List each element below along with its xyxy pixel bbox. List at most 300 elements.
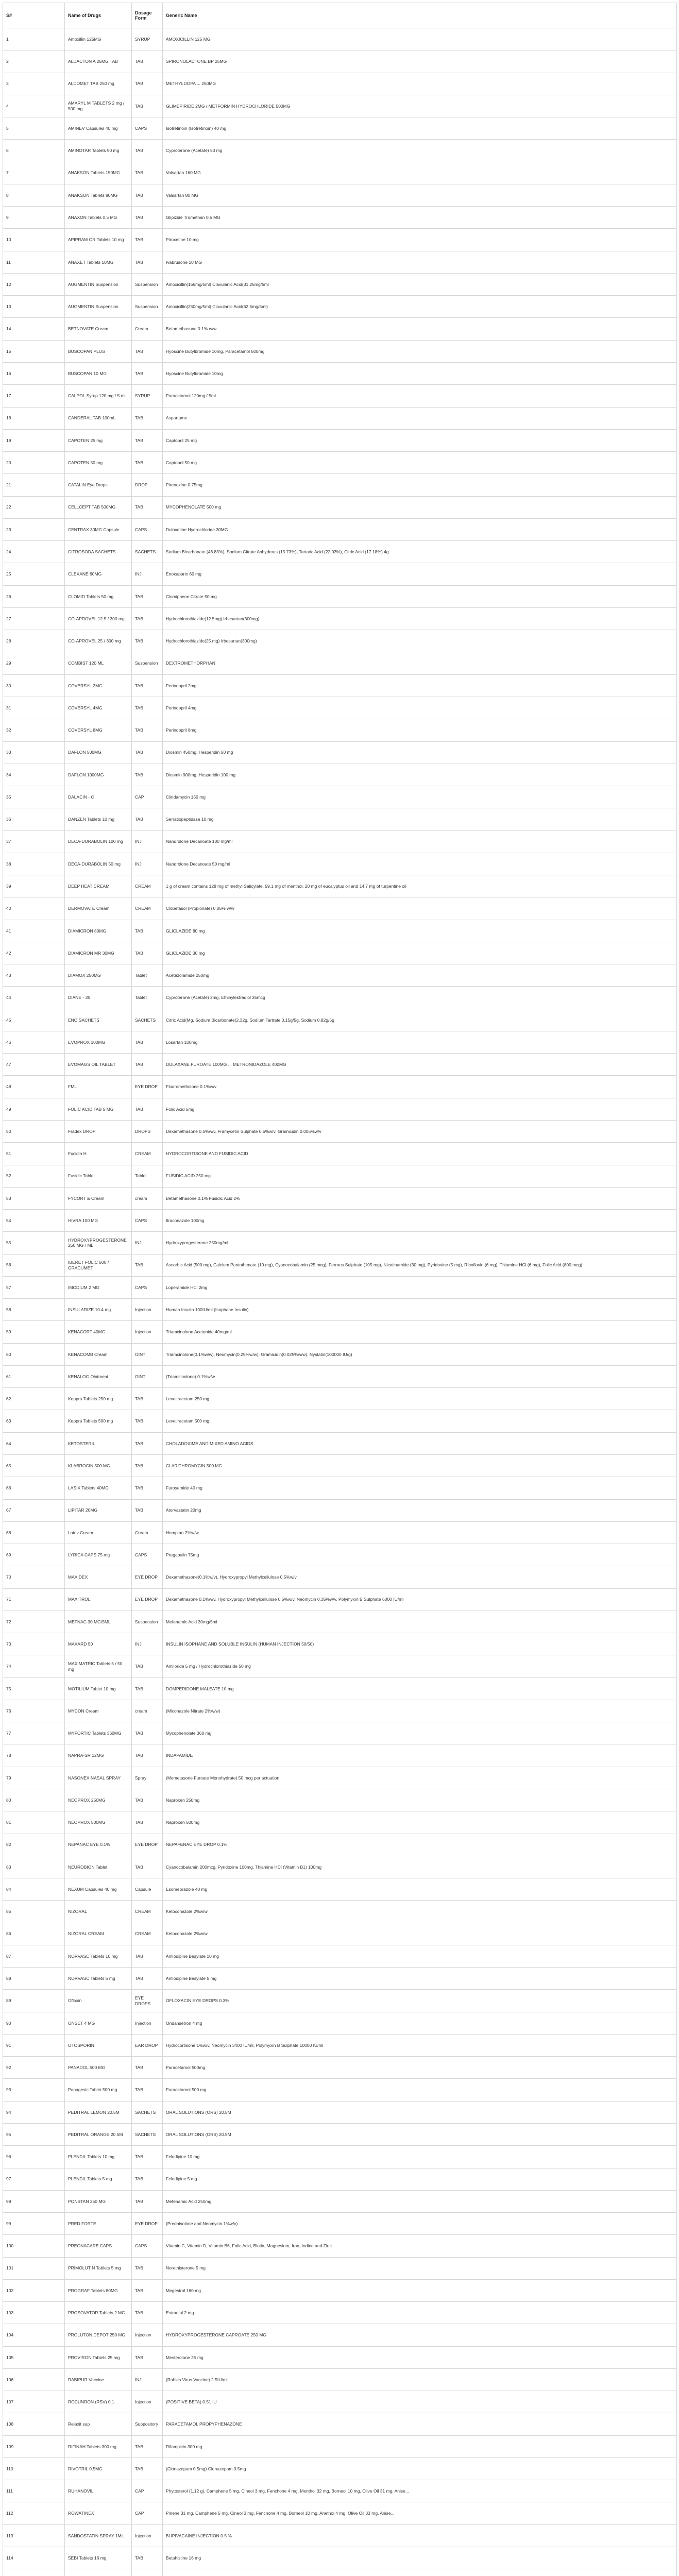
cell-dosage-form: Capsule <box>132 1878 163 1901</box>
cell-drug-name: AUGMENTIN Suspension <box>65 296 132 318</box>
cell-drug-name: NIZORAL CREAM <box>65 1923 132 1945</box>
cell-dosage-form: TAB <box>132 2279 163 2301</box>
table-row <box>3 1722 677 1744</box>
cell-generic-name: (Triamcinolone) 0.1%w/w <box>163 1365 677 1387</box>
cell-dosage-form: TAB <box>132 2547 163 2569</box>
cell-serial: 59 <box>3 1321 65 1343</box>
table-row <box>3 964 677 987</box>
cell-serial: 1 <box>3 28 65 50</box>
cell-serial: 109 <box>3 2435 65 2458</box>
cell-dosage-form: DROPS <box>132 1121 163 1143</box>
cell-dosage-form: SACHETS <box>132 2123 163 2145</box>
cell-generic-name: Ivabrusone 10 MG <box>163 251 677 273</box>
cell-drug-name: KENACOMB Cream <box>65 1343 132 1365</box>
cell-dosage-form: TAB <box>132 741 163 764</box>
cell-drug-name: PROVIRON Tablets 25 mg <box>65 2346 132 2368</box>
cell-generic-name: GLIMEPIRIDE 2MG / METFORMIN HYDROCHLORIDE 500MG <box>163 95 677 117</box>
cell-dosage-form: TAB <box>132 1455 163 1477</box>
cell-generic-name: Paracetamol 500mg <box>163 2057 677 2079</box>
cell-generic-name: Acetazolamide 250mg <box>163 964 677 987</box>
cell-serial: 80 <box>3 1789 65 1811</box>
cell-generic-name: Pirenoxine 0.75mg <box>163 474 677 496</box>
cell-drug-name: NASONEX NASAL SPRAY <box>65 1767 132 1789</box>
cell-drug-name: NIZORAL <box>65 1901 132 1923</box>
table-row <box>3 2547 677 2569</box>
cell-serial: 55 <box>3 1232 65 1254</box>
cell-dosage-form: CAPS <box>132 518 163 540</box>
table-row <box>3 50 677 73</box>
cell-dosage-form: TAB <box>132 2302 163 2324</box>
cell-drug-name: Keppra Tablets 250 mg <box>65 1388 132 1410</box>
table-row <box>3 1611 677 1633</box>
cell-drug-name: PROGRAF Tablets 80MG <box>65 2279 132 2301</box>
cell-drug-name: KENACORT 40MG <box>65 1321 132 1343</box>
table-header-row <box>3 3 677 28</box>
cell-drug-name: FML <box>65 1076 132 1098</box>
cell-generic-name: Ketoconazole 2%w/w <box>163 1901 677 1923</box>
cell-drug-name: MEFNAC 30 MG/5ML <box>65 1611 132 1633</box>
cell-drug-name: COVERSYL 2MG <box>65 674 132 697</box>
cell-dosage-form: SACHETS <box>132 541 163 563</box>
cell-generic-name: Mycophenolate 360 mg <box>163 1722 677 1744</box>
cell-generic-name: Furosemide 40 mg <box>163 1477 677 1499</box>
cell-generic-name <box>163 2569 677 2576</box>
cell-serial: 20 <box>3 452 65 474</box>
table-row <box>3 1143 677 1165</box>
cell-generic-name: Valsartan 80 MG <box>163 184 677 206</box>
cell-generic-name: Naproxen 250mg <box>163 1789 677 1811</box>
cell-generic-name: Dexamethasone(0.1%w/v), Hydroxypropyl Methylcellulose 0.5%w/v <box>163 1566 677 1588</box>
cell-drug-name: Fradex DROP <box>65 1121 132 1143</box>
cell-serial: 52 <box>3 1165 65 1187</box>
cell-serial: 112 <box>3 2502 65 2524</box>
cell-generic-name: Sodium Bicarbonate (46.83%), Sodium Citrate Anhydrous (15.73%), Tartaric Acid (22.03%), Citric Acid (17.18%) 4g <box>163 541 677 563</box>
cell-dosage-form: OINT <box>132 1343 163 1365</box>
table-row <box>3 1165 677 1187</box>
table-row <box>3 2480 677 2502</box>
table-row <box>3 563 677 585</box>
cell-dosage-form: TAB <box>132 1254 163 1276</box>
cell-dosage-form: TAB <box>132 719 163 741</box>
cell-serial: 81 <box>3 1811 65 1834</box>
table-row <box>3 162 677 184</box>
cell-serial: 88 <box>3 1968 65 1990</box>
table-row <box>3 1076 677 1098</box>
cell-serial: 97 <box>3 2168 65 2190</box>
cell-dosage-form: TAB <box>132 184 163 206</box>
table-row <box>3 630 677 652</box>
cell-dosage-form: TAB <box>132 2435 163 2458</box>
cell-serial: 48 <box>3 1076 65 1098</box>
cell-serial: 110 <box>3 2458 65 2480</box>
cell-generic-name: Nandrolone Decanoate 50 mg/ml <box>163 853 677 875</box>
cell-drug-name: PONSTAN 250 MG <box>65 2190 132 2212</box>
cell-serial: 105 <box>3 2346 65 2368</box>
cell-drug-name: CLEXANE 60MG <box>65 563 132 585</box>
cell-drug-name: ANAXON Tablets 0.5 MG <box>65 207 132 229</box>
cell-serial: 6 <box>3 140 65 162</box>
cell-dosage-form: Suspension <box>132 296 163 318</box>
table-row <box>3 28 677 50</box>
table-row <box>3 1588 677 1611</box>
cell-generic-name: Enoxaparin 60 mg <box>163 563 677 585</box>
cell-generic-name: METHYLDOPA ... 250MG <box>163 73 677 95</box>
table-row <box>3 1432 677 1454</box>
drug-list-sheet <box>3 3 676 2576</box>
cell-dosage-form: Suspension <box>132 652 163 674</box>
cell-drug-name: ANAXET Tablets 10MG <box>65 251 132 273</box>
column-header-dosage-form: Dosage Form <box>132 3 163 28</box>
cell-drug-name: KENALOG Ointment <box>65 1365 132 1387</box>
column-header-generic-name: Generic Name <box>163 3 677 28</box>
column-header-serial: S# <box>3 3 65 28</box>
cell-dosage-form: INJ <box>132 1633 163 1655</box>
cell-drug-name: PRED FORTE <box>65 2213 132 2235</box>
cell-drug-name: NEOPROX 250MG <box>65 1789 132 1811</box>
cell-dosage-form: EAR DROP <box>132 2034 163 2056</box>
cell-serial: 91 <box>3 2034 65 2056</box>
cell-drug-name: ONSET 4 MG <box>65 2012 132 2034</box>
cell-drug-name: DECA-DURABOLIN 100 mg <box>65 831 132 853</box>
cell-drug-name: BETNOVATE Cream <box>65 318 132 340</box>
cell-generic-name: Triamcinolone Acetonide 40mg/ml <box>163 1321 677 1343</box>
cell-drug-name: NEXUM Capsules 40 mg <box>65 1878 132 1901</box>
table-row <box>3 1544 677 1566</box>
cell-generic-name: Megestrol 160 mg <box>163 2279 677 2301</box>
cell-serial: 103 <box>3 2302 65 2324</box>
cell-generic-name: Duloxetine Hydrochloride 30MG <box>163 518 677 540</box>
table-row <box>3 1054 677 1076</box>
cell-generic-name: Clindamycin 150 mg <box>163 786 677 808</box>
table-row <box>3 318 677 340</box>
table-row <box>3 1968 677 1990</box>
cell-dosage-form: CAP <box>132 786 163 808</box>
table-row <box>3 207 677 229</box>
cell-serial: 100 <box>3 2235 65 2257</box>
cell-drug-name: Ofloxin <box>65 1990 132 2012</box>
cell-serial: 49 <box>3 1098 65 1120</box>
cell-serial: 85 <box>3 1901 65 1923</box>
cell-serial: 28 <box>3 630 65 652</box>
cell-serial: 22 <box>3 496 65 518</box>
cell-dosage-form: TAB <box>132 2346 163 2368</box>
cell-serial: 101 <box>3 2257 65 2279</box>
cell-drug-name: MAXARD 50 <box>65 1633 132 1655</box>
cell-drug-name: CALPOL Syrup 120 mg / 5 ml <box>65 385 132 407</box>
cell-drug-name: Amoxillin 125MG <box>65 28 132 50</box>
cell-generic-name: Hydrochlorothiazide(12.5mg) Irbesartan(300mg) <box>163 607 677 630</box>
cell-dosage-form: SACHETS <box>132 2101 163 2123</box>
table-row <box>3 474 677 496</box>
cell-dosage-form: TAB <box>132 585 163 607</box>
drug-table <box>3 3 677 2576</box>
cell-drug-name: HYDROXYPROGESTERONE 250 MG / ML <box>65 1232 132 1254</box>
cell-serial: 67 <box>3 1499 65 1521</box>
cell-serial: 111 <box>3 2480 65 2502</box>
cell-serial: 104 <box>3 2324 65 2346</box>
cell-dosage-form: TAB <box>132 630 163 652</box>
cell-generic-name: Mesterolone 25 mg <box>163 2346 677 2368</box>
cell-dosage-form: TAB <box>132 764 163 786</box>
cell-serial: 38 <box>3 853 65 875</box>
cell-serial: 5 <box>3 117 65 140</box>
cell-generic-name: INSULIN ISOPHANE AND SOLUBLE INSULIN (HUMAN INJECTION 50/50) <box>163 1633 677 1655</box>
drug-table-body <box>3 28 677 2576</box>
cell-drug-name: CAPOTEN 25 mg <box>65 429 132 451</box>
cell-dosage-form: TAB <box>132 808 163 831</box>
cell-dosage-form: TAB <box>132 1789 163 1811</box>
cell-generic-name: (Prednisolone and Neomycin 1%w/v) <box>163 2213 677 2235</box>
cell-drug-name: COVERSYL 4MG <box>65 697 132 719</box>
cell-dosage-form: Cream <box>132 318 163 340</box>
cell-serial: 90 <box>3 2012 65 2034</box>
table-row <box>3 1945 677 1967</box>
cell-drug-name: RUHANOVIL <box>65 2480 132 2502</box>
cell-dosage-form: TAB <box>132 942 163 964</box>
cell-serial: 114 <box>3 2547 65 2569</box>
cell-dosage-form: TAB <box>132 2146 163 2168</box>
cell-generic-name: (POSITIVE BETA) 0.51 IU <box>163 2391 677 2413</box>
cell-drug-name: Fusidic Tablet <box>65 1165 132 1187</box>
cell-serial: 74 <box>3 1655 65 1677</box>
cell-drug-name: DIAMICRON 80MG <box>65 920 132 942</box>
cell-generic-name: HYDROCORTISONE AND FUSIDIC ACID <box>163 1143 677 1165</box>
cell-dosage-form: Injection <box>132 2391 163 2413</box>
table-row <box>3 229 677 251</box>
cell-dosage-form: TAB <box>132 1410 163 1432</box>
table-row <box>3 1521 677 1544</box>
cell-dosage-form: CAPS <box>132 117 163 140</box>
table-row <box>3 1254 677 1276</box>
cell-drug-name: COVERSYL 8MG <box>65 719 132 741</box>
cell-drug-name: DAFLON 500MG <box>65 741 132 764</box>
cell-dosage-form: CREAM <box>132 875 163 897</box>
cell-serial: 63 <box>3 1410 65 1432</box>
cell-generic-name: Diosmin 900mg, Hesperidin 100 mg <box>163 764 677 786</box>
cell-generic-name: Naproxen 500mg <box>163 1811 677 1834</box>
cell-serial: 37 <box>3 831 65 853</box>
cell-generic-name: Estradiol 2 mg <box>163 2302 677 2324</box>
table-row <box>3 2435 677 2458</box>
cell-drug-name: CO-APROVEL 25 / 300 mg <box>65 630 132 652</box>
cell-drug-name <box>65 2569 132 2576</box>
cell-serial: 87 <box>3 1945 65 1967</box>
cell-drug-name: CAPOTEN 50 mg <box>65 452 132 474</box>
cell-dosage-form: Suspension <box>132 1611 163 1633</box>
cell-drug-name: DIAMOX 250MG <box>65 964 132 987</box>
cell-drug-name: ROCUNRON (RSV) 0.1 <box>65 2391 132 2413</box>
cell-dosage-form: Injection <box>132 1321 163 1343</box>
cell-dosage-form: TAB <box>132 207 163 229</box>
cell-dosage-form: CAPS <box>132 2235 163 2257</box>
cell-serial: 56 <box>3 1254 65 1276</box>
table-row <box>3 607 677 630</box>
column-header-drug-name: Name of Drugs <box>65 3 132 28</box>
cell-drug-name: MAXITROL <box>65 1588 132 1611</box>
table-row <box>3 674 677 697</box>
cell-drug-name: CO-APROVEL 12.5 / 300 mg <box>65 607 132 630</box>
table-row <box>3 541 677 563</box>
cell-serial: 11 <box>3 251 65 273</box>
cell-generic-name: Cyanocobalamin 200mcg, Pyridoxine 100mg, Thiamine HCl (Vitamin B1) 100mg <box>163 1856 677 1878</box>
cell-dosage-form: TAB <box>132 340 163 362</box>
table-row <box>3 697 677 719</box>
cell-serial: 58 <box>3 1299 65 1321</box>
cell-serial: 65 <box>3 1455 65 1477</box>
cell-generic-name: Human Insulin 100IU/ml (Isophane Insulin) <box>163 1299 677 1321</box>
cell-serial: 17 <box>3 385 65 407</box>
cell-drug-name: PLENDIL Tablets 10 mg <box>65 2146 132 2168</box>
cell-serial: 2 <box>3 50 65 73</box>
cell-serial: 93 <box>3 2079 65 2101</box>
cell-generic-name: (Rabies Virus Vaccine) 2.5IU/ml <box>163 2368 677 2391</box>
cell-dosage-form: cream <box>132 1700 163 1722</box>
cell-generic-name: Clobetasol (Propionate) 0.05% w/w <box>163 897 677 920</box>
cell-serial: 47 <box>3 1054 65 1076</box>
table-row <box>3 429 677 451</box>
cell-serial: 10 <box>3 229 65 251</box>
table-row <box>3 73 677 95</box>
table-row <box>3 808 677 831</box>
cell-serial: 70 <box>3 1566 65 1588</box>
cell-dosage-form: EYE DROP <box>132 2213 163 2235</box>
cell-dosage-form: EYE DROP <box>132 1566 163 1588</box>
table-row <box>3 2257 677 2279</box>
cell-dosage-form: CAPS <box>132 1210 163 1232</box>
cell-generic-name: BUPIVACAINE INJECTION 0.5 % <box>163 2524 677 2547</box>
cell-drug-name: LASIX Tablets 40MG <box>65 1477 132 1499</box>
cell-dosage-form: EYE DROP <box>132 1588 163 1611</box>
cell-dosage-form: Injection <box>132 2012 163 2034</box>
cell-dosage-form: OINT <box>132 1365 163 1387</box>
cell-serial: 68 <box>3 1521 65 1544</box>
cell-dosage-form: CAPS <box>132 1276 163 1298</box>
cell-drug-name: PROSOVATOR Tablets 2 MG <box>65 2302 132 2324</box>
cell-generic-name: CHOLADOXIME AND MIXED AMINO ACIDS <box>163 1432 677 1454</box>
cell-drug-name: LYRICA CAPS 75 mg <box>65 1544 132 1566</box>
cell-generic-name: Pregabalin 75mg <box>163 1544 677 1566</box>
table-row <box>3 2391 677 2413</box>
table-row <box>3 1187 677 1209</box>
cell-drug-name: CITROSODA SACHETS <box>65 541 132 563</box>
cell-dosage-form: TAB <box>132 1388 163 1410</box>
table-row <box>3 585 677 607</box>
cell-drug-name: PREGNACARE CAPS <box>65 2235 132 2257</box>
cell-drug-name: MYCON Cream <box>65 1700 132 1722</box>
cell-drug-name: RIVOTRIL 0.5MG <box>65 2458 132 2480</box>
cell-dosage-form: Injection <box>132 2324 163 2346</box>
cell-serial: 12 <box>3 273 65 295</box>
cell-drug-name: DERMOVATE Cream <box>65 897 132 920</box>
cell-serial: 77 <box>3 1722 65 1744</box>
table-row <box>3 2012 677 2034</box>
cell-generic-name: Ondansetron 4 mg <box>163 2012 677 2034</box>
cell-serial: 61 <box>3 1365 65 1387</box>
cell-serial: 54 <box>3 1210 65 1232</box>
cell-serial: 45 <box>3 1009 65 1031</box>
cell-dosage-form: TAB <box>132 2458 163 2480</box>
cell-drug-name: DIAMICRON MR 30MG <box>65 942 132 964</box>
table-row <box>3 1990 677 2012</box>
cell-generic-name: Amiloride 5 mg / Hydrochlorothiazide 50 mg <box>163 1655 677 1677</box>
cell-drug-name: Lotriv Cream <box>65 1521 132 1544</box>
cell-dosage-form: Injection <box>132 1299 163 1321</box>
cell-serial <box>3 2569 65 2576</box>
cell-serial: 14 <box>3 318 65 340</box>
cell-dosage-form: TAB <box>132 1432 163 1454</box>
cell-drug-name: MAXIDEX <box>65 1566 132 1588</box>
cell-serial: 19 <box>3 429 65 451</box>
table-row <box>3 2168 677 2190</box>
cell-dosage-form: INJ <box>132 1232 163 1254</box>
cell-drug-name: IBERET FOLIC 500 / GRADUMET <box>65 1254 132 1276</box>
cell-serial: 106 <box>3 2368 65 2391</box>
cell-generic-name: Hydrocortisone 1%w/v, Neomycin 3400 IU/ml, Polymyxin B Sulphate 10000 IU/ml <box>163 2034 677 2056</box>
cell-dosage-form: TAB <box>132 362 163 384</box>
cell-generic-name: Amoxicillin(250mg/5ml) Clavulanic Acid(62.5mg/5ml) <box>163 296 677 318</box>
cell-serial: 92 <box>3 2057 65 2079</box>
cell-generic-name: Felodipine 10 mg <box>163 2146 677 2168</box>
cell-drug-name: INSULARIZE 10.4 mg <box>65 1299 132 1321</box>
table-row <box>3 1499 677 1521</box>
cell-drug-name: CELLCEPT TAB 500MG <box>65 496 132 518</box>
cell-generic-name: SPIRONOLACTONE BP 25MG <box>163 50 677 73</box>
cell-dosage-form: TAB <box>132 496 163 518</box>
table-row <box>3 741 677 764</box>
table-row <box>3 296 677 318</box>
cell-generic-name: Ketoconazole 2%w/w <box>163 1923 677 1945</box>
cell-generic-name: Captopril 50 mg <box>163 452 677 474</box>
table-row <box>3 1031 677 1053</box>
cell-dosage-form: DROP <box>132 474 163 496</box>
table-row <box>3 2190 677 2212</box>
table-row <box>3 1098 677 1120</box>
cell-serial: 40 <box>3 897 65 920</box>
cell-serial: 102 <box>3 2279 65 2301</box>
cell-drug-name: ANAKSON Tablets 80MG <box>65 184 132 206</box>
cell-serial: 21 <box>3 474 65 496</box>
cell-dosage-form: TAB <box>132 1655 163 1677</box>
table-row <box>3 385 677 407</box>
cell-dosage-form: EYE DROPS <box>132 1990 163 2012</box>
cell-dosage-form: TAB <box>132 2168 163 2190</box>
cell-generic-name: (Miconazole Nitrate 2%w/w) <box>163 1700 677 1722</box>
cell-drug-name: DEEP HEAT CREAM <box>65 875 132 897</box>
table-row <box>3 2324 677 2346</box>
cell-serial: 26 <box>3 585 65 607</box>
cell-dosage-form: TAB <box>132 140 163 162</box>
cell-drug-name: PLENDIL Tablets 5 mg <box>65 2168 132 2190</box>
cell-dosage-form: TAB <box>132 251 163 273</box>
cell-generic-name: Levetiracetam 500 mg <box>163 1410 677 1432</box>
cell-dosage-form: Suspension <box>132 273 163 295</box>
cell-drug-name: EVOPROX 100MG <box>65 1031 132 1053</box>
cell-generic-name: Vitamin C, Vitamin D, Vitamin B6, Folic Acid, Biotin, Magnesium, Iron, Iodine and Zinc <box>163 2235 677 2257</box>
cell-dosage-form: INJ <box>132 2368 163 2391</box>
cell-serial: 107 <box>3 2391 65 2413</box>
table-row <box>3 340 677 362</box>
table-row <box>3 2123 677 2145</box>
cell-serial: 43 <box>3 964 65 987</box>
cell-dosage-form: cream <box>132 1187 163 1209</box>
cell-dosage-form: INJ <box>132 831 163 853</box>
cell-drug-name: NEPANAC EYE 0.1% <box>65 1834 132 1856</box>
table-row <box>3 786 677 808</box>
cell-serial: 98 <box>3 2190 65 2212</box>
cell-drug-name: PANADOL 500 MG <box>65 2057 132 2079</box>
cell-drug-name: EVOMAGS OIL TABLET <box>65 1054 132 1076</box>
cell-generic-name: Atorvastatin 20mg <box>163 1499 677 1521</box>
